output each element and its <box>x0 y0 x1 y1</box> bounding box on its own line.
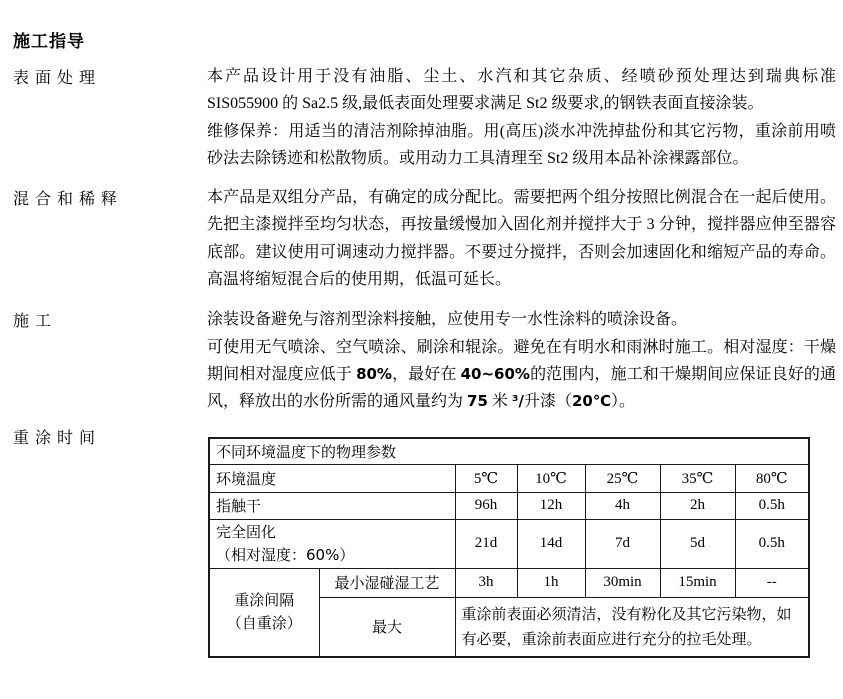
section-content <box>207 423 836 658</box>
paragraph: 本产品设计用于没有油脂、尘土、水汽和其它杂质、经喷砂预处理达到瑞典标准 SIS055900 的 Sa2.5 级,最低表面处理要求满足 St2 级要求,的钢铁表面直接涂装。 <box>207 68 836 113</box>
table-row-wet-on-wet <box>209 568 809 597</box>
recoat-interval-label-line2: （自重涂） <box>226 614 302 633</box>
touch-dry-cell: 4h <box>585 492 660 519</box>
table-title-cell: 不同环境温度下的物理参数 <box>209 438 809 465</box>
paragraph: 本产品是双组分产品，有确定的成分配比。需要把两个组分按照比例混合在一起后使用。先把主漆搅拌至均匀状态，再按量缓慢加入固化剂并搅拌大于 3 分钟，搅拌器应伸至器容底部。建议使用可调速动力搅拌器。不要过分搅拌，否则会加速固化和缩短产品的寿命。高温将缩短混合后的使用期，低温可延长。 <box>207 189 836 289</box>
wet-on-wet-cell: 30min <box>585 568 660 597</box>
section-recoat-time <box>13 423 836 658</box>
wet-on-wet-cell: 1h <box>517 568 585 597</box>
section-label-recoat-time: 重涂时间 <box>13 429 102 447</box>
paragraph: 涂装设备避免与溶剂型涂料接触，应使用专一水性涂料的喷涂设备。 <box>207 311 688 329</box>
highlighted-number: 20℃ <box>571 392 612 411</box>
highlighted-number: 80% <box>356 364 392 383</box>
section-content <box>207 184 836 293</box>
temperature-cell: 80℃ <box>735 464 809 492</box>
section-content <box>207 63 836 172</box>
table-row-temperature <box>209 464 809 492</box>
text-segment: ）。 <box>611 393 636 411</box>
full-cure-label-line1: 完全固化 <box>216 522 277 541</box>
wet-on-wet-cell: 3h <box>455 568 517 597</box>
temperature-cell: 10℃ <box>517 464 585 492</box>
highlighted-number: 40~60% <box>460 364 530 383</box>
full-cure-cell: 21d <box>455 519 517 568</box>
touch-dry-cell: 12h <box>517 492 585 519</box>
physical-parameters-table <box>208 437 810 658</box>
full-cure-label-cell <box>209 519 455 568</box>
touch-dry-cell: 2h <box>660 492 735 519</box>
text-segment: ，最好在 <box>391 365 461 383</box>
temperature-cell: 5℃ <box>455 464 517 492</box>
paragraph <box>207 334 836 416</box>
section-content <box>207 306 836 415</box>
temperature-label-cell: 环境温度 <box>209 464 455 492</box>
touch-dry-cell: 96h <box>455 492 517 519</box>
text-segment: 可使用无气喷涂、空气喷涂、刷涂和辊涂。避免在有明水和雨淋时施工。相对湿度：干燥期间相对湿度应低于 <box>207 338 836 383</box>
full-cure-cell: 5d <box>660 519 735 568</box>
wet-on-wet-cell: -- <box>735 568 809 597</box>
highlighted-number: 75 <box>467 392 488 411</box>
temperature-cell: 35℃ <box>660 464 735 492</box>
full-cure-cell: 0.5h <box>735 519 809 568</box>
max-recoat-label-cell: 最大 <box>319 597 455 657</box>
touch-dry-label-cell: 指触干 <box>209 492 455 519</box>
highlighted-number: ³/ <box>511 392 524 411</box>
max-recoat-note-cell: 重涂前表面必须清洁，没有粉化及其它污染物，如有必要，重涂前表面应进行充分的拉毛处理。 <box>455 597 809 657</box>
wet-on-wet-label-cell: 最小湿碰湿工艺 <box>319 568 455 597</box>
text-segment: 的范围内，施工和干燥期间应保证良好的通风，释放出的水份所需的通风量约为 <box>207 365 836 411</box>
paragraph: 维修保养：用适当的清洁剂除掉油脂。用(高压)淡水冲洗掉盐份和其它污物，重涂前用喷砂法去除锈迹和松散物质。或用动力工具清理至 St2 级用本品补涂裸露部位。 <box>207 122 836 167</box>
full-cure-cell: 14d <box>517 519 585 568</box>
section-label-mixing-thinning: 混合和稀释 <box>13 191 124 209</box>
recoat-interval-label-line1: 重涂间隔 <box>234 591 295 610</box>
table-row-touch-dry <box>209 492 809 519</box>
section-label-surface-treatment: 表面处理 <box>13 70 102 87</box>
full-cure-label-line2: （相对湿度：60%） <box>216 545 355 564</box>
recoat-interval-label-cell <box>209 568 319 657</box>
text-segment: 升漆（ <box>523 393 572 411</box>
section-mixing-thinning <box>13 184 836 293</box>
table-row-full-cure <box>209 519 809 568</box>
wet-on-wet-cell: 15min <box>660 568 735 597</box>
table-row-title <box>209 438 809 465</box>
touch-dry-cell: 0.5h <box>735 492 809 519</box>
section-application <box>13 306 836 415</box>
text-segment: 米 <box>487 393 512 411</box>
temperature-cell: 25℃ <box>585 464 660 492</box>
full-cure-cell: 7d <box>585 519 660 568</box>
page-title: 施工指导 <box>13 32 85 52</box>
section-surface-treatment <box>13 63 836 172</box>
section-label-application: 施工 <box>13 313 58 331</box>
